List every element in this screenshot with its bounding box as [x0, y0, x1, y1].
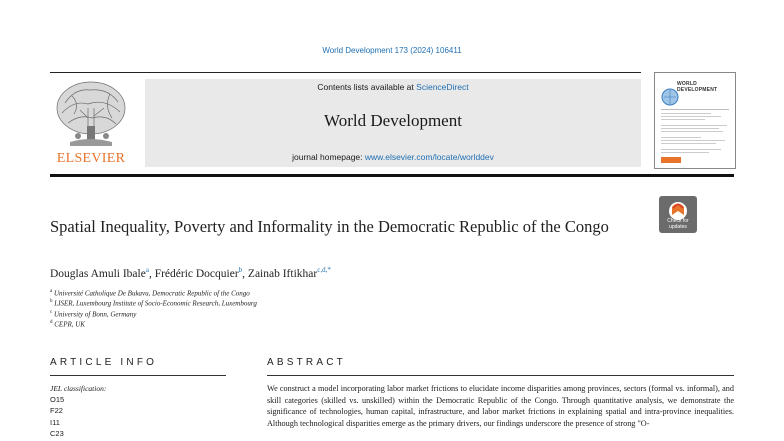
jel-code: C23: [50, 429, 64, 438]
affiliation-key: d: [50, 320, 53, 325]
article-info-heading: ARTICLE INFO: [50, 357, 158, 368]
check-updates-label: Check for updates: [667, 218, 689, 230]
publisher-name: ELSEVIER: [56, 151, 126, 166]
affiliation-key: b: [50, 299, 53, 304]
author-affiliation-mark[interactable]: c,d,*: [317, 266, 331, 274]
header-thick-rule: [50, 174, 734, 177]
homepage-line: [145, 152, 641, 162]
affiliation-key: c: [50, 310, 53, 315]
affiliation-text: University of Bonn, Germany: [53, 310, 137, 319]
check-for-updates-button[interactable]: [659, 196, 697, 233]
cover-art-icon: [655, 73, 735, 168]
journal-reference[interactable]: World Development 173 (2024) 106411: [322, 46, 462, 55]
author-affiliation-mark[interactable]: a: [145, 266, 149, 274]
author-affiliation-mark[interactable]: b: [238, 266, 243, 274]
jel-code: F22: [50, 406, 63, 415]
contents-line: [145, 82, 641, 92]
affiliation-text: CEPR, UK: [54, 320, 85, 329]
author-list: Douglas Amuli Ibale$^a$, Frédéric Docquier$^b$, Zainab Iftikhar$^{c,d,*}$: [50, 266, 331, 280]
journal-cover[interactable]: [654, 72, 736, 169]
article-title: Spatial Inequality, Poverty and Informality in the Democratic Republic of the Congo: [50, 217, 609, 236]
affiliation-key: a: [50, 289, 53, 294]
article-info-rule: [50, 375, 226, 376]
jel-code: I11: [50, 418, 60, 427]
author-name[interactable]: Zainab Iftikhar: [247, 267, 318, 280]
contents-prefix: Contents lists available at: [317, 82, 414, 92]
sciencedirect-link[interactable]: ScienceDirect: [416, 82, 469, 92]
affiliation: [50, 310, 136, 318]
abstract-heading: ABSTRACT: [267, 357, 346, 368]
affiliation: [50, 320, 85, 328]
jel-label: JEL classification:: [50, 384, 107, 393]
affiliation-text: Université Catholique De Bukavu, Democratic Republic of the Congo: [53, 289, 250, 298]
elsevier-logo[interactable]: [50, 78, 132, 170]
abstract-rule: [267, 375, 734, 376]
affiliation-text: LISER, Luxembourg Institute of Socio-Economic Research, Luxembourg: [54, 299, 257, 308]
cover-title: WORLD DEVELOPMENT: [677, 81, 718, 93]
abstract-text: We construct a model incorporating labor market frictions to elucidate income disparities among provinces, sectors (formal vs. informal), and skill categories (skilled vs. unskilled) within the Democratic Republic of the Congo. Through quantitative analysis, we demonstrate the significance of technologies, human capital, infrastructure, and labor market frictions in explaining spatial and intra-province inequalities. Although technological disparities emerge as the primary drivers, our findings underscore the presence of strong "O-: [267, 384, 734, 428]
journal-title: World Development: [324, 111, 462, 130]
homepage-prefix: journal homepage:: [292, 152, 363, 162]
author-name[interactable]: Douglas Amuli Ibale: [50, 267, 146, 280]
affiliation: [50, 289, 250, 297]
homepage-link[interactable]: www.elsevier.com/locate/worlddev: [364, 152, 494, 162]
author-name[interactable]: Frédéric Docquier: [154, 267, 239, 280]
affiliation: [50, 299, 257, 307]
jel-code: O15: [50, 395, 65, 404]
header-rule: [50, 72, 641, 73]
